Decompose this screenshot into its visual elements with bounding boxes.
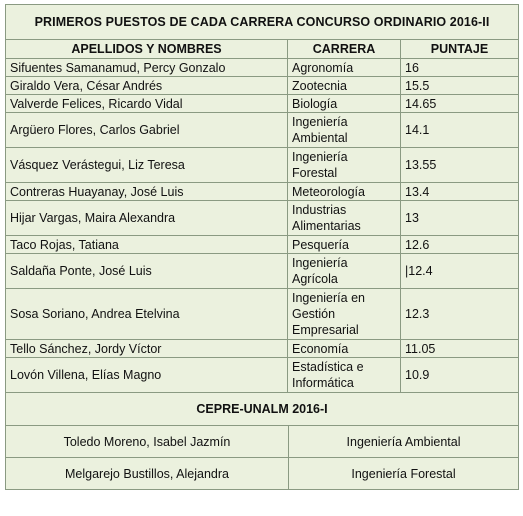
career-cell — [288, 236, 401, 254]
career-line: Informática — [292, 376, 354, 390]
table-row — [6, 358, 519, 393]
table-title: PRIMEROS PUESTOS DE CADA CARRERA CONCURSO ORDINARIO 2016-II — [6, 5, 519, 40]
student-name: Vásquez Verástegui, Liz Teresa — [6, 148, 288, 183]
ranking-table — [5, 4, 519, 426]
career-cell — [288, 254, 401, 289]
career-line: Agronomía — [292, 60, 354, 75]
student-name: Sosa Soriano, Andrea Etelvina — [6, 289, 288, 340]
career-cell — [288, 201, 401, 236]
cepre-row — [6, 426, 519, 458]
ranking-rows — [6, 59, 519, 393]
career-line: Gestión — [292, 307, 336, 321]
career-line: Ingeniería — [292, 150, 348, 164]
career-line: Agrícola — [292, 272, 338, 286]
table-row — [6, 201, 519, 236]
table-row — [6, 113, 519, 148]
score-cell: 10.9 — [401, 358, 519, 393]
student-name: Taco Rojas, Tatiana — [6, 236, 288, 254]
career-cell — [288, 183, 401, 201]
student-name: Argüero Flores, Carlos Gabriel — [6, 113, 288, 148]
career-line: Alimentarias — [292, 219, 361, 233]
cepre-table — [5, 425, 519, 490]
cepre-career: Ingeniería Ambiental — [289, 426, 519, 458]
student-name: Lovón Villena, Elías Magno — [6, 358, 288, 393]
table-row — [6, 236, 519, 254]
header-name: APELLIDOS Y NOMBRES — [6, 40, 288, 59]
career-line: Industrias — [292, 203, 347, 217]
student-name: Tello Sánchez, Jordy Víctor — [6, 340, 288, 358]
cepre-title: CEPRE-UNALM 2016-I — [6, 393, 519, 426]
header-score: PUNTAJE — [401, 40, 519, 59]
table-row — [6, 77, 519, 95]
student-name: Giraldo Vera, César Andrés — [6, 77, 288, 95]
score-cell: 15.5 — [401, 77, 519, 95]
score-cell: |12.4 — [401, 254, 519, 289]
career-cell — [288, 77, 401, 95]
score-cell: 12.3 — [401, 289, 519, 340]
table-row — [6, 254, 519, 289]
student-name: Sifuentes Samanamud, Percy Gonzalo — [6, 59, 288, 77]
score-cell: 13 — [401, 201, 519, 236]
score-cell: 12.6 — [401, 236, 519, 254]
table-row — [6, 95, 519, 113]
career-cell — [288, 95, 401, 113]
score-cell: 14.1 — [401, 113, 519, 148]
career-line: Biología — [292, 96, 338, 111]
career-cell — [288, 340, 401, 358]
score-cell: 13.4 — [401, 183, 519, 201]
student-name: Saldaña Ponte, José Luis — [6, 254, 288, 289]
career-line: Economía — [292, 341, 349, 356]
career-cell — [288, 59, 401, 77]
table-row — [6, 183, 519, 201]
career-line: Estadística e — [292, 360, 364, 374]
career-line: Ingeniería — [292, 256, 348, 270]
score-cell: 14.65 — [401, 95, 519, 113]
table-row — [6, 59, 519, 77]
career-line: Meteorología — [292, 184, 365, 199]
student-name: Contreras Huayanay, José Luis — [6, 183, 288, 201]
career-cell — [288, 289, 401, 340]
table-row — [6, 289, 519, 340]
career-cell — [288, 148, 401, 183]
career-cell — [288, 358, 401, 393]
career-line: Zootecnia — [292, 78, 347, 93]
cepre-student-name: Toledo Moreno, Isabel Jazmín — [6, 426, 289, 458]
career-line: Ingeniería — [292, 115, 348, 129]
cepre-student-name: Melgarejo Bustillos, Alejandra — [6, 458, 289, 490]
career-line: Pesquería — [292, 237, 349, 252]
student-name: Hijar Vargas, Maira Alexandra — [6, 201, 288, 236]
table-row — [6, 148, 519, 183]
cepre-title-row — [6, 393, 519, 426]
career-line: Forestal — [292, 166, 338, 180]
student-name: Valverde Felices, Ricardo Vidal — [6, 95, 288, 113]
score-cell: 13.55 — [401, 148, 519, 183]
career-cell — [288, 113, 401, 148]
career-line: Ingeniería en — [292, 291, 365, 305]
table-row — [6, 340, 519, 358]
title-row — [6, 5, 519, 40]
cepre-career: Ingeniería Forestal — [289, 458, 519, 490]
cepre-row — [6, 458, 519, 490]
header-row — [6, 40, 519, 59]
career-line: Empresarial — [292, 323, 359, 337]
score-cell: 11.05 — [401, 340, 519, 358]
ranking-document — [5, 4, 518, 490]
career-line: Ambiental — [292, 131, 348, 145]
score-cell: 16 — [401, 59, 519, 77]
cepre-rows — [6, 426, 519, 490]
header-career: CARRERA — [288, 40, 401, 59]
